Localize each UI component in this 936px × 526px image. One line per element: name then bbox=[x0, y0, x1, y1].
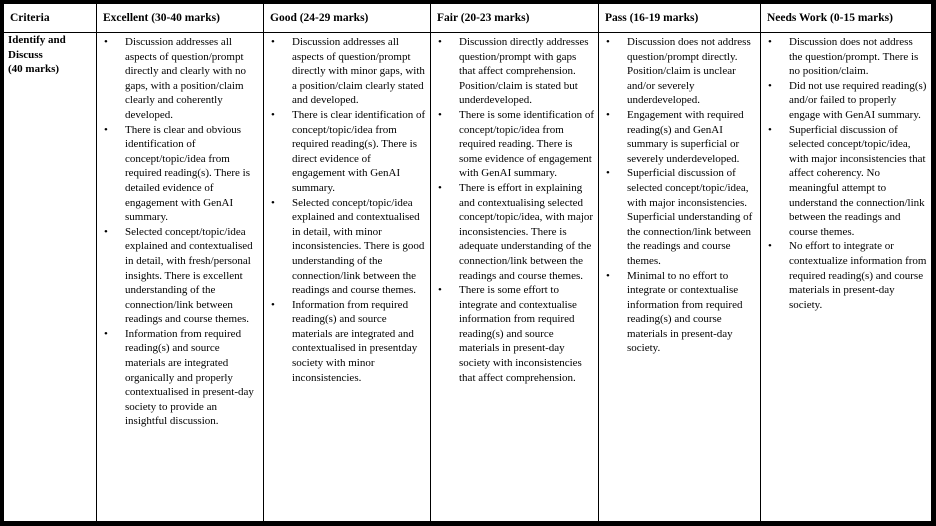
bullet-icon: • bbox=[768, 79, 772, 92]
list-item bbox=[603, 166, 756, 268]
criterion-cell bbox=[4, 33, 97, 522]
list-item bbox=[268, 298, 426, 386]
bullet-icon: • bbox=[104, 327, 108, 340]
bullet-icon: • bbox=[104, 225, 108, 238]
list-item bbox=[765, 35, 927, 79]
header-good: Good (24-29 marks) bbox=[264, 4, 431, 33]
list-item bbox=[435, 283, 594, 385]
bullet-icon: • bbox=[438, 181, 442, 194]
list-item bbox=[603, 35, 756, 108]
list-item bbox=[268, 108, 426, 196]
list-item bbox=[101, 123, 259, 225]
list-item-text: Discussion addresses all aspects of question/prompt directly with minor gaps, with a position/claim clearly stated and developed. bbox=[292, 36, 425, 107]
bullet-icon: • bbox=[438, 36, 442, 48]
criterion-name-line2: Discuss bbox=[8, 48, 43, 61]
criterion-name-line1: Identify and bbox=[8, 34, 66, 46]
bullet-icon: • bbox=[271, 108, 275, 121]
list-item bbox=[101, 225, 259, 327]
fair-list bbox=[435, 33, 594, 385]
list-item bbox=[435, 108, 594, 181]
bullet-icon: • bbox=[438, 108, 442, 121]
header-excellent: Excellent (30-40 marks) bbox=[97, 4, 264, 33]
criterion-marks: (40 marks) bbox=[8, 63, 60, 76]
list-item-text: Selected concept/topic/idea explained and contextualised in detail, with fresh/personal insights. There is excellent understanding of the connection/link between readings and course themes. bbox=[125, 225, 253, 326]
list-item bbox=[765, 239, 927, 312]
good-list bbox=[268, 33, 426, 385]
list-item bbox=[101, 35, 259, 123]
bullet-icon: • bbox=[768, 123, 772, 136]
bullet-icon: • bbox=[606, 36, 610, 48]
list-item-text: Engagement with required reading(s) and GenAI summary is superficial or severely underdeveloped. bbox=[627, 108, 744, 165]
list-item-text: Discussion addresses all aspects of question/prompt directly and clearly with no gaps, with a position/claim clearly and coherently developed. bbox=[125, 36, 246, 121]
header-pass: Pass (16-19 marks) bbox=[599, 4, 761, 33]
bullet-icon: • bbox=[104, 36, 108, 48]
bullet-icon: • bbox=[606, 108, 610, 121]
rubric-table bbox=[3, 3, 932, 522]
bullet-icon: • bbox=[768, 36, 772, 48]
header-fair: Fair (20-23 marks) bbox=[431, 4, 599, 33]
bullet-icon: • bbox=[271, 196, 275, 209]
pass-cell bbox=[599, 33, 761, 522]
list-item bbox=[603, 269, 756, 357]
needs-work-cell bbox=[761, 33, 932, 522]
list-item bbox=[603, 108, 756, 166]
list-item-text: There is some identification of concept/topic/idea from required reading. There is some evidence of engagement with GenAI summary. bbox=[459, 108, 595, 180]
bullet-icon: • bbox=[271, 298, 275, 311]
list-item-text: Superficial discussion of selected concept/topic/idea, with major inconsistencies. Superficial understanding of the connection/link between the readings and course themes. bbox=[627, 167, 753, 267]
list-item-text: Discussion does not address question/prompt directly. Position/claim is unclear and/or severely underdeveloped. bbox=[627, 36, 751, 107]
bullet-icon: • bbox=[606, 269, 610, 282]
excellent-list bbox=[101, 33, 259, 429]
bullet-icon: • bbox=[104, 123, 108, 136]
rubric-document bbox=[3, 3, 931, 522]
bullet-icon: • bbox=[271, 36, 275, 48]
list-item bbox=[268, 196, 426, 298]
bullet-icon: • bbox=[606, 167, 610, 180]
pass-list bbox=[603, 33, 756, 356]
list-item-text: There is clear identification of concept/topic/idea from required reading(s). There is direct evidence of engagement with GenAI summary. bbox=[292, 108, 426, 194]
excellent-cell bbox=[97, 33, 264, 522]
list-item bbox=[268, 35, 426, 108]
list-item bbox=[101, 327, 259, 429]
list-item-text: Information from required reading(s) and source materials are integrated and contextualised in presentday society with minor inconsistencies. bbox=[292, 298, 418, 384]
list-item bbox=[765, 79, 927, 123]
list-item-text: Superficial discussion of selected concept/topic/idea, with major inconsistencies that affect coherency. No meaningful attempt to understand the connection/link between the readings and course themes. bbox=[789, 123, 926, 238]
list-item bbox=[435, 181, 594, 283]
list-item-text: Discussion does not address the question/prompt. There is no position/claim. bbox=[789, 36, 919, 78]
good-cell bbox=[264, 33, 431, 522]
fair-cell bbox=[431, 33, 599, 522]
bullet-icon: • bbox=[768, 240, 772, 253]
header-criteria: Criteria bbox=[4, 4, 97, 33]
list-item-text: Minimal to no effort to integrate or contextualise information from required reading(s) and course materials in present-day society. bbox=[627, 269, 743, 355]
list-item-text: Did not use required reading(s) and/or failed to properly engage with GenAI summary. bbox=[789, 79, 927, 121]
header-needs-work: Needs Work (0-15 marks) bbox=[761, 4, 932, 33]
criterion-row bbox=[4, 33, 932, 522]
list-item-text: Information from required reading(s) and source materials are integrated organically and properly contextualised in present-day society to provide an insightful discussion. bbox=[125, 327, 254, 428]
list-item-text: No effort to integrate or contextualize information from required reading(s) and course materials in present-day society. bbox=[789, 240, 927, 311]
needs-work-list bbox=[765, 33, 927, 312]
header-row bbox=[4, 4, 932, 33]
bullet-icon: • bbox=[438, 284, 442, 297]
list-item-text: Discussion directly addresses question/prompt with gaps that affect comprehension. Position/claim is stated but underdeveloped. bbox=[459, 36, 589, 107]
list-item-text: There is clear and obvious identification of concept/topic/idea from required reading(s). There is detailed evidence of engagement with GenAI summary. bbox=[125, 123, 251, 224]
list-item bbox=[435, 35, 594, 108]
list-item bbox=[765, 123, 927, 240]
list-item-text: There is some effort to integrate and contextualise information from required reading(s) and source materials in present-day society with inconsistencies that affect comprehension. bbox=[459, 284, 582, 384]
list-item-text: There is effort in explaining and contextualising selected concept/topic/idea, with major inconsistencies. There is adequate understanding of the connection/link between the readings and course themes. bbox=[459, 181, 594, 282]
list-item-text: Selected concept/topic/idea explained and contextualised in detail, with minor inconsistencies. There is good understanding of the connection/link between the readings and course themes. bbox=[292, 196, 425, 297]
